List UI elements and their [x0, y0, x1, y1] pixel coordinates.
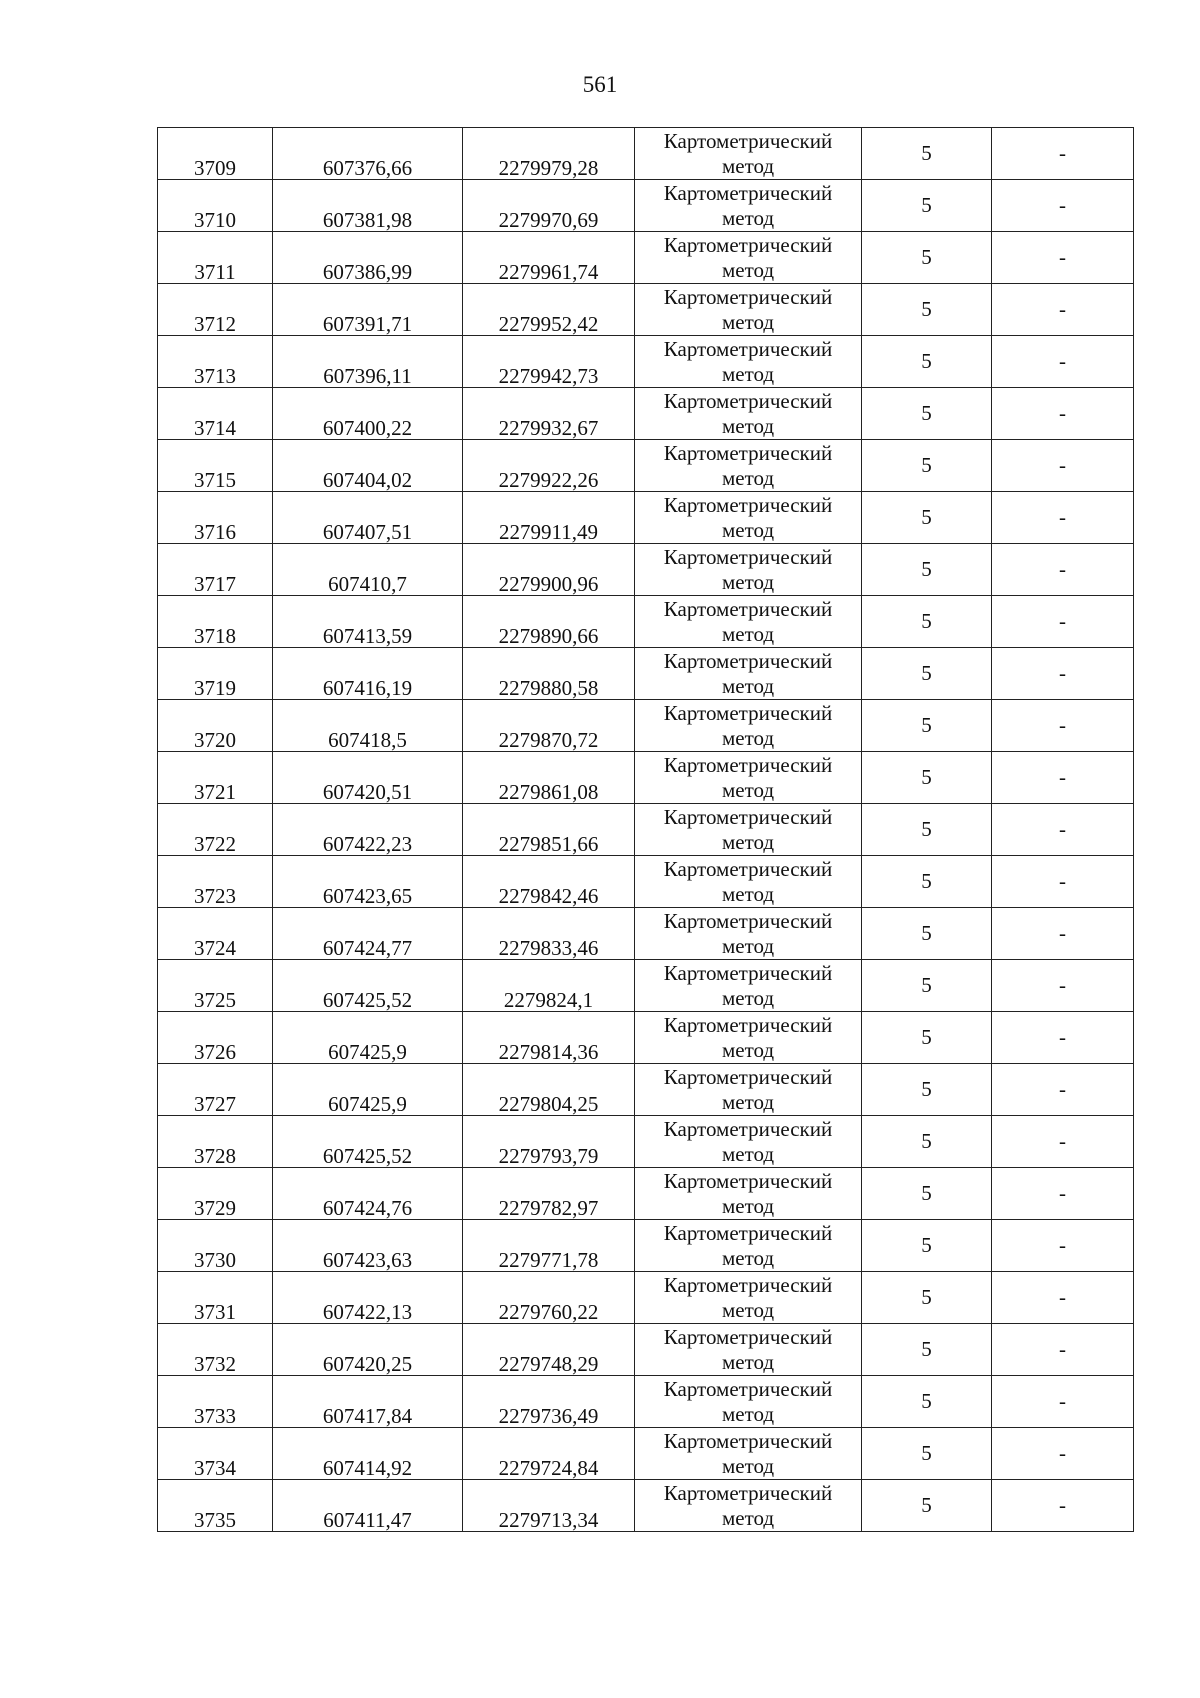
note-cell: -: [992, 960, 1134, 1012]
accuracy-cell: 5: [862, 1012, 992, 1064]
table-row: [158, 1064, 1134, 1116]
note-cell: -: [992, 232, 1134, 284]
method-line-2: метод: [721, 569, 775, 594]
accuracy-cell: 5: [862, 1480, 992, 1532]
x-coordinate-cell: 607381,98: [273, 180, 463, 232]
table-row: [158, 388, 1134, 440]
method-line-1: Картометрический: [663, 700, 833, 725]
y-coordinate-cell: 2279824,1: [463, 960, 635, 1012]
note-cell: -: [992, 544, 1134, 596]
note-cell: -: [992, 284, 1134, 336]
method-cell: [635, 908, 862, 960]
accuracy-cell: 5: [862, 1324, 992, 1376]
accuracy-cell: 5: [862, 648, 992, 700]
method-line-2: метод: [721, 1401, 775, 1426]
point-number-cell: 3716: [158, 492, 273, 544]
method-line-1: Картометрический: [663, 908, 833, 933]
point-number-cell: 3734: [158, 1428, 273, 1480]
point-number-cell: 3720: [158, 700, 273, 752]
accuracy-cell: 5: [862, 1428, 992, 1480]
method-cell: [635, 1116, 862, 1168]
method-line-2: метод: [721, 777, 775, 802]
table-row: [158, 1428, 1134, 1480]
method-line-2: метод: [721, 1141, 775, 1166]
method-line-1: Картометрический: [663, 1116, 833, 1141]
point-number-cell: 3709: [158, 128, 273, 180]
method-cell: [635, 804, 862, 856]
note-cell: -: [992, 388, 1134, 440]
x-coordinate-cell: 607411,47: [273, 1480, 463, 1532]
method-line-2: метод: [721, 621, 775, 646]
point-number-cell: 3719: [158, 648, 273, 700]
x-coordinate-cell: 607413,59: [273, 596, 463, 648]
accuracy-cell: 5: [862, 1168, 992, 1220]
note-cell: -: [992, 336, 1134, 388]
method-line-1: Картометрический: [663, 492, 833, 517]
method-cell: [635, 1012, 862, 1064]
method-line-2: метод: [721, 1037, 775, 1062]
x-coordinate-cell: 607424,77: [273, 908, 463, 960]
method-line-1: Картометрический: [663, 336, 833, 361]
note-cell: -: [992, 440, 1134, 492]
note-cell: -: [992, 128, 1134, 180]
x-coordinate-cell: 607425,9: [273, 1012, 463, 1064]
method-cell: [635, 1428, 862, 1480]
table-row: [158, 180, 1134, 232]
table-row: [158, 804, 1134, 856]
point-number-cell: 3721: [158, 752, 273, 804]
method-line-1: Картометрический: [663, 648, 833, 673]
point-number-cell: 3725: [158, 960, 273, 1012]
method-line-2: метод: [721, 413, 775, 438]
point-number-cell: 3731: [158, 1272, 273, 1324]
accuracy-cell: 5: [862, 804, 992, 856]
y-coordinate-cell: 2279880,58: [463, 648, 635, 700]
accuracy-cell: 5: [862, 960, 992, 1012]
y-coordinate-cell: 2279932,67: [463, 388, 635, 440]
point-number-cell: 3714: [158, 388, 273, 440]
y-coordinate-cell: 2279952,42: [463, 284, 635, 336]
point-number-cell: 3712: [158, 284, 273, 336]
accuracy-cell: 5: [862, 440, 992, 492]
method-line-1: Картометрический: [663, 804, 833, 829]
coordinates-table-body: [158, 128, 1134, 1532]
method-cell: [635, 752, 862, 804]
method-cell: [635, 1168, 862, 1220]
table-row: [158, 1116, 1134, 1168]
x-coordinate-cell: 607417,84: [273, 1376, 463, 1428]
accuracy-cell: 5: [862, 908, 992, 960]
y-coordinate-cell: 2279771,78: [463, 1220, 635, 1272]
y-coordinate-cell: 2279861,08: [463, 752, 635, 804]
method-cell: [635, 544, 862, 596]
note-cell: -: [992, 856, 1134, 908]
point-number-cell: 3724: [158, 908, 273, 960]
method-line-2: метод: [721, 829, 775, 854]
method-cell: [635, 336, 862, 388]
method-cell: [635, 1324, 862, 1376]
x-coordinate-cell: 607386,99: [273, 232, 463, 284]
note-cell: -: [992, 1012, 1134, 1064]
method-line-1: Картометрический: [663, 752, 833, 777]
point-number-cell: 3727: [158, 1064, 273, 1116]
point-number-cell: 3717: [158, 544, 273, 596]
y-coordinate-cell: 2279833,46: [463, 908, 635, 960]
point-number-cell: 3729: [158, 1168, 273, 1220]
method-line-2: метод: [721, 725, 775, 750]
method-line-2: метод: [721, 985, 775, 1010]
y-coordinate-cell: 2279793,79: [463, 1116, 635, 1168]
table-row: [158, 596, 1134, 648]
x-coordinate-cell: 607422,13: [273, 1272, 463, 1324]
method-line-2: метод: [721, 1089, 775, 1114]
accuracy-cell: 5: [862, 336, 992, 388]
table-row: [158, 284, 1134, 336]
method-line-1: Картометрический: [663, 1272, 833, 1297]
note-cell: -: [992, 492, 1134, 544]
method-cell: [635, 180, 862, 232]
accuracy-cell: 5: [862, 700, 992, 752]
note-cell: -: [992, 804, 1134, 856]
note-cell: -: [992, 596, 1134, 648]
point-number-cell: 3715: [158, 440, 273, 492]
method-line-1: Картометрический: [663, 1480, 833, 1505]
method-line-1: Картометрический: [663, 232, 833, 257]
method-cell: [635, 128, 862, 180]
note-cell: -: [992, 1064, 1134, 1116]
method-line-2: метод: [721, 257, 775, 282]
point-number-cell: 3722: [158, 804, 273, 856]
table-row: [158, 1324, 1134, 1376]
table-row: [158, 1168, 1134, 1220]
method-cell: [635, 440, 862, 492]
y-coordinate-cell: 2279724,84: [463, 1428, 635, 1480]
y-coordinate-cell: 2279842,46: [463, 856, 635, 908]
method-cell: [635, 700, 862, 752]
method-cell: [635, 960, 862, 1012]
note-cell: -: [992, 1220, 1134, 1272]
y-coordinate-cell: 2279911,49: [463, 492, 635, 544]
method-line-1: Картометрический: [663, 388, 833, 413]
method-line-1: Картометрический: [663, 440, 833, 465]
accuracy-cell: 5: [862, 752, 992, 804]
note-cell: -: [992, 1168, 1134, 1220]
accuracy-cell: 5: [862, 856, 992, 908]
method-line-1: Картометрический: [663, 596, 833, 621]
x-coordinate-cell: 607414,92: [273, 1428, 463, 1480]
method-line-2: метод: [721, 361, 775, 386]
method-line-1: Картометрический: [663, 284, 833, 309]
x-coordinate-cell: 607400,22: [273, 388, 463, 440]
point-number-cell: 3726: [158, 1012, 273, 1064]
table-row: [158, 752, 1134, 804]
accuracy-cell: 5: [862, 1376, 992, 1428]
y-coordinate-cell: 2279713,34: [463, 1480, 635, 1532]
method-line-2: метод: [721, 933, 775, 958]
method-cell: [635, 1220, 862, 1272]
accuracy-cell: 5: [862, 284, 992, 336]
x-coordinate-cell: 607407,51: [273, 492, 463, 544]
method-line-1: Картометрический: [663, 1064, 833, 1089]
method-cell: [635, 284, 862, 336]
x-coordinate-cell: 607404,02: [273, 440, 463, 492]
method-line-2: метод: [721, 309, 775, 334]
method-line-1: Картометрический: [663, 1428, 833, 1453]
table-row: [158, 1272, 1134, 1324]
y-coordinate-cell: 2279814,36: [463, 1012, 635, 1064]
coordinates-table: [157, 127, 1134, 1532]
x-coordinate-cell: 607422,23: [273, 804, 463, 856]
method-line-2: метод: [721, 1505, 775, 1530]
y-coordinate-cell: 2279979,28: [463, 128, 635, 180]
accuracy-cell: 5: [862, 128, 992, 180]
point-number-cell: 3711: [158, 232, 273, 284]
accuracy-cell: 5: [862, 544, 992, 596]
y-coordinate-cell: 2279760,22: [463, 1272, 635, 1324]
x-coordinate-cell: 607420,25: [273, 1324, 463, 1376]
point-number-cell: 3728: [158, 1116, 273, 1168]
accuracy-cell: 5: [862, 1116, 992, 1168]
table-row: [158, 544, 1134, 596]
x-coordinate-cell: 607420,51: [273, 752, 463, 804]
x-coordinate-cell: 607416,19: [273, 648, 463, 700]
x-coordinate-cell: 607425,9: [273, 1064, 463, 1116]
method-cell: [635, 1480, 862, 1532]
point-number-cell: 3713: [158, 336, 273, 388]
method-line-1: Картометрический: [663, 180, 833, 205]
y-coordinate-cell: 2279961,74: [463, 232, 635, 284]
point-number-cell: 3718: [158, 596, 273, 648]
method-line-1: Картометрический: [663, 856, 833, 881]
method-cell: [635, 648, 862, 700]
y-coordinate-cell: 2279804,25: [463, 1064, 635, 1116]
table-row: [158, 856, 1134, 908]
method-line-2: метод: [721, 1245, 775, 1270]
point-number-cell: 3735: [158, 1480, 273, 1532]
method-line-1: Картометрический: [663, 960, 833, 985]
x-coordinate-cell: 607396,11: [273, 336, 463, 388]
y-coordinate-cell: 2279782,97: [463, 1168, 635, 1220]
accuracy-cell: 5: [862, 388, 992, 440]
note-cell: -: [992, 908, 1134, 960]
y-coordinate-cell: 2279870,72: [463, 700, 635, 752]
y-coordinate-cell: 2279890,66: [463, 596, 635, 648]
point-number-cell: 3733: [158, 1376, 273, 1428]
method-cell: [635, 388, 862, 440]
method-cell: [635, 1272, 862, 1324]
method-line-2: метод: [721, 465, 775, 490]
y-coordinate-cell: 2279942,73: [463, 336, 635, 388]
accuracy-cell: 5: [862, 1220, 992, 1272]
y-coordinate-cell: 2279922,26: [463, 440, 635, 492]
method-cell: [635, 232, 862, 284]
method-cell: [635, 596, 862, 648]
point-number-cell: 3732: [158, 1324, 273, 1376]
y-coordinate-cell: 2279851,66: [463, 804, 635, 856]
table-row: [158, 440, 1134, 492]
note-cell: -: [992, 180, 1134, 232]
x-coordinate-cell: 607423,65: [273, 856, 463, 908]
note-cell: -: [992, 1116, 1134, 1168]
table-row: [158, 1480, 1134, 1532]
x-coordinate-cell: 607423,63: [273, 1220, 463, 1272]
note-cell: -: [992, 1480, 1134, 1532]
y-coordinate-cell: 2279900,96: [463, 544, 635, 596]
method-line-1: Картометрический: [663, 544, 833, 569]
method-line-2: метод: [721, 673, 775, 698]
point-number-cell: 3723: [158, 856, 273, 908]
table-row: [158, 128, 1134, 180]
accuracy-cell: 5: [862, 596, 992, 648]
table-row: [158, 1220, 1134, 1272]
table-row: [158, 908, 1134, 960]
x-coordinate-cell: 607425,52: [273, 1116, 463, 1168]
note-cell: -: [992, 700, 1134, 752]
method-line-2: метод: [721, 881, 775, 906]
method-line-1: Картометрический: [663, 1376, 833, 1401]
note-cell: -: [992, 1272, 1134, 1324]
table-row: [158, 648, 1134, 700]
method-line-2: метод: [721, 1349, 775, 1374]
method-line-1: Картометрический: [663, 1012, 833, 1037]
point-number-cell: 3730: [158, 1220, 273, 1272]
y-coordinate-cell: 2279736,49: [463, 1376, 635, 1428]
x-coordinate-cell: 607410,7: [273, 544, 463, 596]
table-row: [158, 1012, 1134, 1064]
page-number: 561: [582, 72, 618, 97]
method-line-2: метод: [721, 1297, 775, 1322]
x-coordinate-cell: 607424,76: [273, 1168, 463, 1220]
table-row: [158, 492, 1134, 544]
method-line-2: метод: [721, 1193, 775, 1218]
table-row: [158, 232, 1134, 284]
x-coordinate-cell: 607425,52: [273, 960, 463, 1012]
note-cell: -: [992, 1428, 1134, 1480]
table-row: [158, 700, 1134, 752]
method-line-1: Картометрический: [663, 1324, 833, 1349]
note-cell: -: [992, 648, 1134, 700]
y-coordinate-cell: 2279970,69: [463, 180, 635, 232]
accuracy-cell: 5: [862, 1064, 992, 1116]
method-line-2: метод: [721, 1453, 775, 1478]
method-line-2: метод: [721, 517, 775, 542]
method-cell: [635, 1376, 862, 1428]
accuracy-cell: 5: [862, 180, 992, 232]
method-line-1: Картометрический: [663, 128, 833, 153]
accuracy-cell: 5: [862, 1272, 992, 1324]
note-cell: -: [992, 1376, 1134, 1428]
method-line-1: Картометрический: [663, 1168, 833, 1193]
accuracy-cell: 5: [862, 492, 992, 544]
table-row: [158, 336, 1134, 388]
method-line-2: метод: [721, 205, 775, 230]
method-line-1: Картометрический: [663, 1220, 833, 1245]
point-number-cell: 3710: [158, 180, 273, 232]
table-row: [158, 1376, 1134, 1428]
x-coordinate-cell: 607391,71: [273, 284, 463, 336]
note-cell: -: [992, 1324, 1134, 1376]
method-cell: [635, 492, 862, 544]
accuracy-cell: 5: [862, 232, 992, 284]
method-cell: [635, 1064, 862, 1116]
y-coordinate-cell: 2279748,29: [463, 1324, 635, 1376]
method-line-2: метод: [721, 153, 775, 178]
x-coordinate-cell: 607418,5: [273, 700, 463, 752]
method-cell: [635, 856, 862, 908]
note-cell: -: [992, 752, 1134, 804]
table-row: [158, 960, 1134, 1012]
x-coordinate-cell: 607376,66: [273, 128, 463, 180]
